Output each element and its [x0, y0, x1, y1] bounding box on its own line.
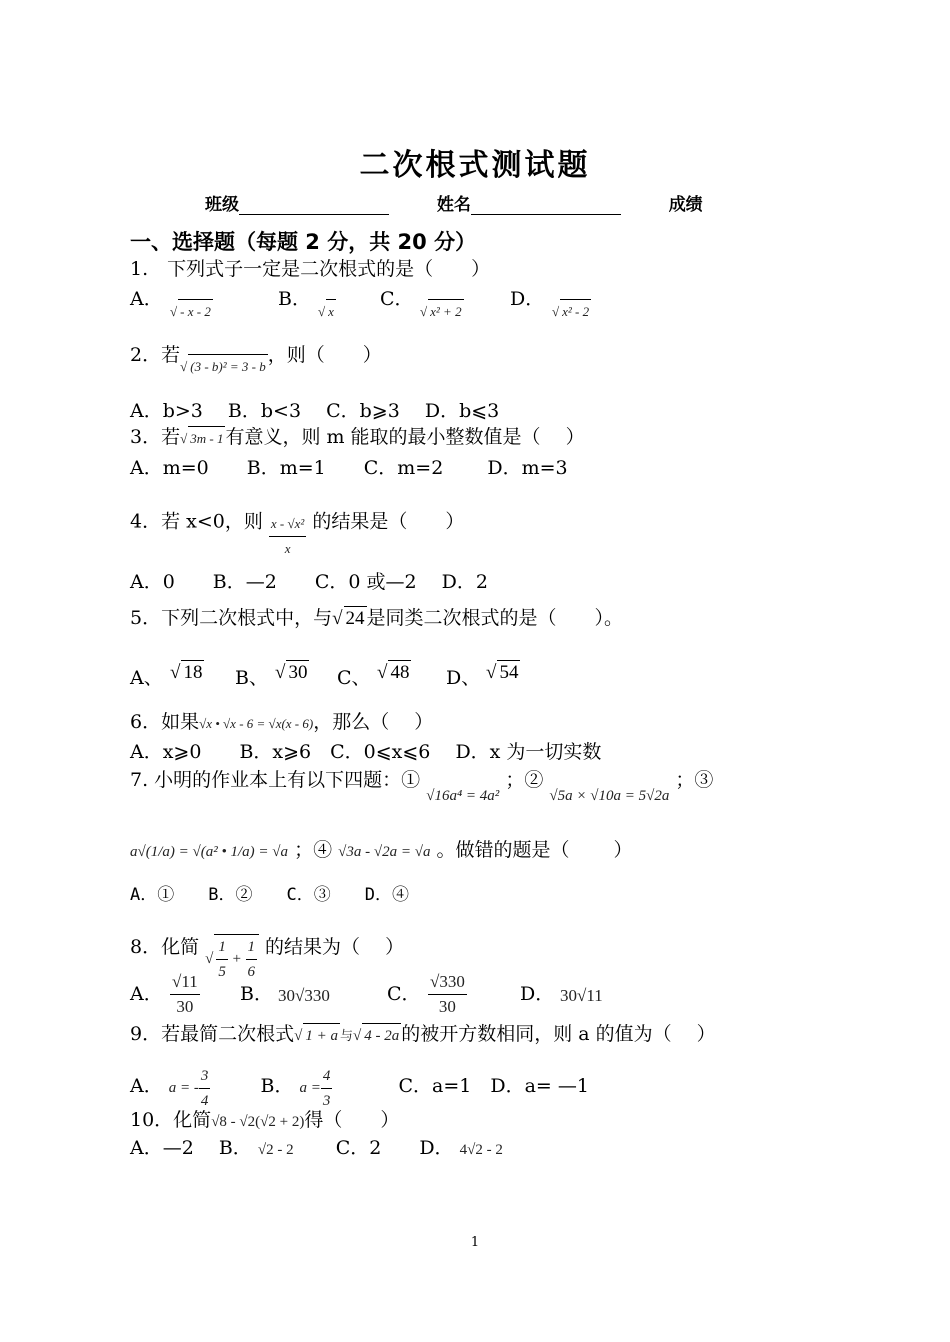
- question-2-stem: 2．若√ (3 - b)² = 3 - b，则（ ）: [130, 343, 382, 369]
- q7-expr-3: a√(1/a) = √(a² • 1/a) = √a: [130, 844, 289, 860]
- q9-expr-1: 1 + a: [303, 1023, 340, 1048]
- question-7-stem: 7. 小明的作业本上有以下四题：① √16a⁴ = 4a² ；② √5a × √10a = 5√2a ；③: [130, 768, 713, 794]
- question-8-stem: 8．化简 √ $\frac{1}{5}$ + $\frac{1}{6}$ 的结果为（ ）: [130, 924, 404, 974]
- q4-fraction: $\frac{\text{x - √x²}}{x}$: [269, 512, 306, 561]
- q7-expr-4: √3a - √2a = √a: [338, 844, 431, 860]
- q2-expr: (3 - b)² = 3 - b: [188, 354, 268, 379]
- q8-expr-d: 30√11: [560, 986, 603, 1005]
- q3-expr: 3m - 1: [188, 426, 225, 451]
- question-4-stem: 4．若 x<0，则 $\frac{\text{x - √x²}}{x}$ 的结果是（ ）: [130, 498, 464, 547]
- class-label: 班级: [205, 195, 239, 215]
- question-3-options: A．m=0 B．m=1 C．m=2 D．m=3: [130, 457, 568, 479]
- q5-expr-b: 30: [288, 662, 308, 683]
- q8-expr-c: $\frac{√330}{30}$: [430, 972, 465, 1016]
- q1-expr-a: - x - 2: [178, 299, 213, 324]
- question-10-options: A．—2 B． √2 - 2 C．2 D． 4√2 - 2: [130, 1136, 503, 1162]
- section-heading: 一、选择题（每题 2 分，共 20 分）: [130, 230, 477, 254]
- q8-expr: $\frac{1}{5}$ + $\frac{1}{6}$: [214, 934, 259, 984]
- question-10-stem: 10．化简√8 - √2(√2 + 2)得（ ）: [130, 1108, 399, 1134]
- question-1-stem: 1. 下列式子一定是二次根式的是（ ）: [130, 258, 491, 280]
- q10-expr-b: √2 - 2: [257, 1142, 294, 1158]
- document-page: 二次根式测试题 班级 姓名 成绩 一、选择题（每题 2 分，共 20 分） 1. 下列式子一定是二次根式的是（ ） A． √ - x - 2 B． √ x C． √ x² + 2 D． √ x² - 2 2．若√ (3 - b)² = 3 - b，则（ ） A．b>3 B．b<3 C．b⩾3 D．b⩽3 3．若√ 3m - 1 有意义，则 m 能取的最小整数值是（ ） A．m=0 B．m=1 C．m=2 D．m=3 4．若 x<0，则 $\frac{\text{x - √x²}}{x}$ 的结果是（ ） A．0 B．—2 C．0 或—2 D．2 5．下列二次根式中，与√ 24 是同类二次根式的是（ ）。 A、 √ 18 B、 √ 30 C、 √ 48 D、 √ 54 6．如果√x • √x - 6 = √x(x - 6)，那么（ ） A．x⩾0 B．x⩾6 C．0⩽x⩽6 D．x 为一切实数 7. 小明的作业本上有以下四题：① √16a⁴ = 4a² ；② √5a × √10a = 5√2a ；③ a√(1/a) = √(a² • 1/a) = √a ；④ √3a - √2a = √a 。做错的题是（ ） A．① B．② C．③ D．④ 8．化简 √ $\frac{1}{5}$ + $\frac{1}{6}$ 的结果为（ ） A． $\frac{√11}{30}$ B． 30√330 C． $\frac{√330}{30}$ D． 30√11 9．若最简二次根式√ 1 + a 与√ 4 - 2a 的被开方数相同，则 a 的值为（ ） A． a = - $\frac{3}{4}$ B． a = $\frac{4}{3}$ C．a=1 D．a= —1 10．化简√8 - √2(√2 + 2)得（ ） A．—2 B． √2 - 2 C．2 D． 4√2 - 2 1: [0, 0, 950, 1342]
- class-blank: [239, 196, 389, 215]
- q10-expr: √8 - √2(√2 + 2): [211, 1114, 305, 1130]
- q1-expr-d: x² - 2: [560, 299, 591, 324]
- question-9-options: A． a = - $\frac{3}{4}$ B． a = $\frac{4}{3}$ C．a=1 D．a= —1: [130, 1064, 589, 1104]
- question-2-options: A．b>3 B．b<3 C．b⩾3 D．b⩽3: [130, 400, 500, 422]
- question-7-options: A．① B．② C．③ D．④: [130, 885, 409, 905]
- page-title: 二次根式测试题: [359, 148, 591, 183]
- question-9-stem: 9．若最简二次根式√ 1 + a 与√ 4 - 2a 的被开方数相同，则 a 的值为（ ）: [130, 1022, 716, 1048]
- q5-expr-c: 48: [390, 662, 410, 683]
- q1-expr-c: x² + 2: [428, 299, 463, 324]
- name-blank: [471, 196, 621, 215]
- question-3-stem: 3．若√ 3m - 1 有意义，则 m 能取的最小整数值是（ ）: [130, 425, 585, 451]
- question-6-stem: 6．如果√x • √x - 6 = √x(x - 6)，那么（ ）: [130, 710, 433, 736]
- question-7-stem-cont: a√(1/a) = √(a² • 1/a) = √a ；④ √3a - √2a = √a 。做错的题是（ ）: [130, 838, 633, 864]
- q8-expr-b: 30√330: [278, 986, 330, 1005]
- q5-expr-d: 54: [499, 662, 519, 683]
- q1-expr-b: x: [326, 299, 336, 324]
- q9-expr-b: a = $\frac{4}{3}$: [300, 1064, 333, 1113]
- score-label: 成绩: [668, 195, 703, 215]
- q6-expr: √x • √x - 6 = √x(x - 6): [199, 716, 314, 731]
- question-1-options: A． √ - x - 2 B． √ x C． √ x² + 2 D． √ x² - 2: [130, 287, 163, 311]
- question-6-options: A．x⩾0 B．x⩾6 C．0⩽x⩽6 D．x 为一切实数: [130, 741, 602, 763]
- question-5-stem: 5．下列二次根式中，与√ 24 是同类二次根式的是（ ）。: [130, 607, 624, 629]
- q5-expr: 24: [345, 608, 365, 629]
- student-info-row: [205, 190, 703, 215]
- q7-expr-1: √16a⁴ = 4a²: [426, 788, 500, 804]
- page-number: 1: [470, 1235, 480, 1250]
- q7-expr-2: √5a × √10a = 5√2a: [549, 788, 670, 804]
- q8-expr-a: $\frac{√11}{30}$: [172, 972, 198, 1016]
- q9-expr-a: a = - $\frac{3}{4}$: [169, 1064, 211, 1113]
- name-label: 姓名: [436, 195, 471, 215]
- question-4-options: A．0 B．—2 C．0 或—2 D．2: [130, 571, 488, 593]
- q10-expr-d: 4√2 - 2: [459, 1142, 503, 1158]
- q5-expr-a: 18: [183, 662, 203, 683]
- q9-expr-2: 4 - 2a: [362, 1023, 401, 1048]
